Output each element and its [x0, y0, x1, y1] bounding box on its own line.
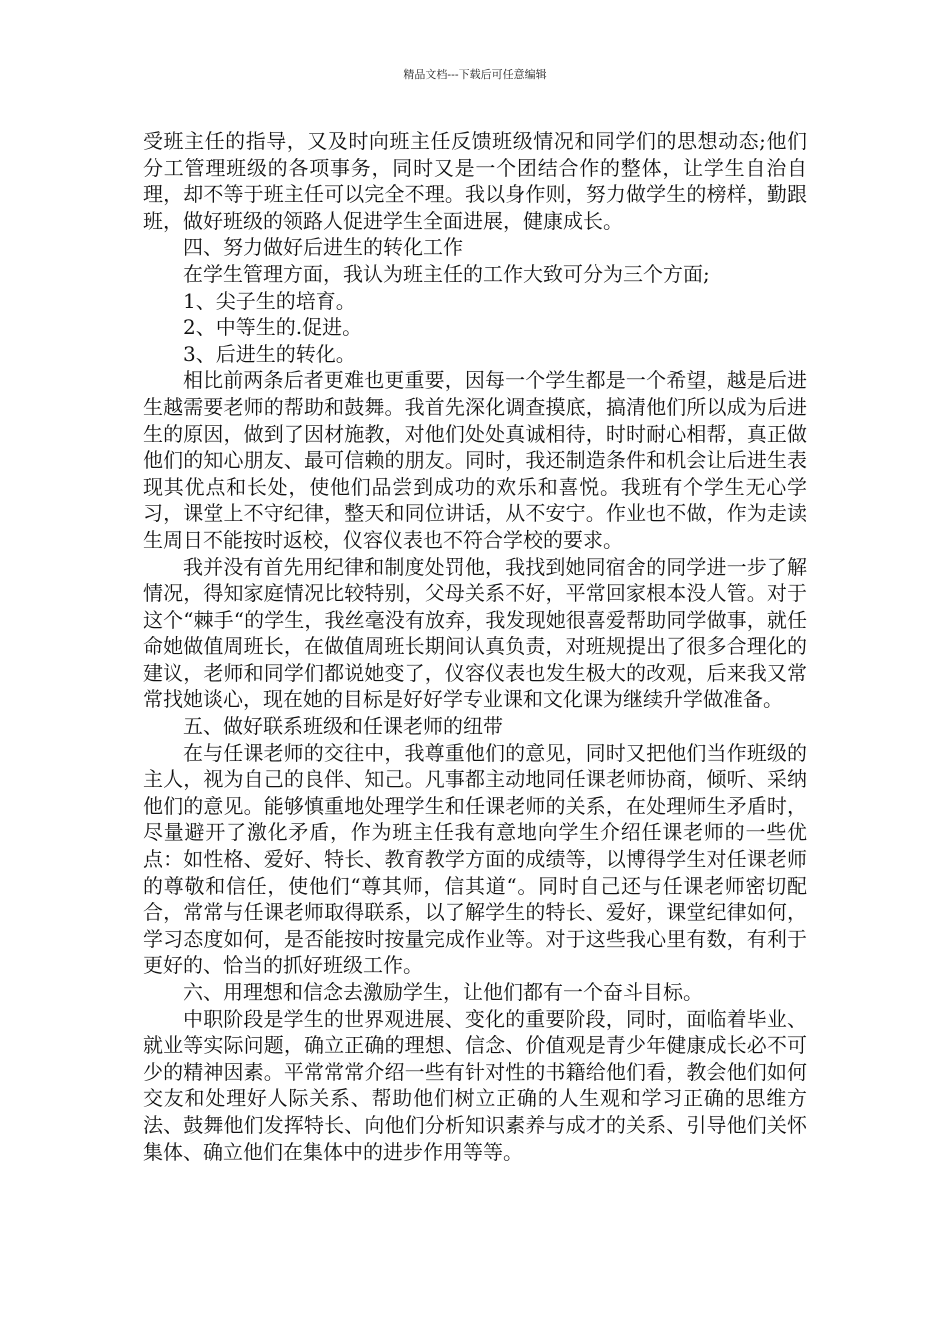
paragraph: 我并没有首先用纪律和制度处罚他，我找到她同宿舍的同学进一步了解情况，得知家庭情况比较特别，父母关系不好，平常回家根本没人管。对于这个“棘手“的学生，我丝毫没有放弃，我发现她很喜爱帮助同学做事，就任命她做值周班长，在做值周班长期间认真负责，对班规提出了很多合理化的建议，老师和同学们都说她变了，仪容仪表也发生极大的改观，后来我又常常找她谈心，现在她的目标是好好学专业课和文化课为继续升学做准备。	[143, 554, 807, 712]
list-item: 2、中等生的.促进。	[183, 315, 363, 340]
paragraph: 相比前两条后者更难也更重要，因每一个学生都是一个希望，越是后进生越需要老师的帮助和鼓舞。我首先深化调查摸底，搞清他们所以成为后进生的原因，做到了因材施教，对他们处处真诚相待，时时耐心相帮，真正做他们的知心朋友、最可信赖的朋友。同时，我还制造条件和机会让后进生表现其优点和长处，使他们品尝到成功的欢乐和喜悦。我班有个学生无心学习，课堂上不守纪律，整天和同位讲话，从不安宁。作业也不做，作为走读生周日不能按时返校，仪容仪表也不符合学校的要求。	[143, 368, 807, 552]
section-heading-5: 五、做好联系班级和任课老师的纽带	[183, 714, 503, 739]
paragraph: 在与任课老师的交往中，我尊重他们的意见，同时又把他们当作班级的主人，视为自己的良伴、知己。凡事都主动地同任课老师协商，倾听、采纳他们的意见。能够慎重地处理学生和任课老师的关系，在处理师生矛盾时，尽量避开了激化矛盾，作为班主任我有意地向学生介绍任课老师的一些优点：如性格、爱好、特长、教育教学方面的成绩等，以博得学生对任课老师的尊敬和信任，使他们“尊其师，信其道“。同时自己还与任课老师密切配合，常常与任课老师取得联系，以了解学生的特长、爱好，课堂纪律如何，学习态度如何，是否能按时按量完成作业等。对于这些我心里有数，有利于更好的、恰当的抓好班级工作。	[143, 740, 807, 978]
list-item: 3、后进生的转化。	[183, 341, 356, 366]
section-heading-6: 六、用理想和信念去激励学生，让他们都有一个奋斗目标。	[183, 980, 703, 1004]
page-header: 精品文档---下载后可任意编辑	[403, 68, 547, 81]
document-body	[143, 128, 807, 1165]
list-item: 1、尖子生的培育。	[183, 288, 356, 313]
section-heading-4: 四、努力做好后进生的转化工作	[183, 235, 463, 260]
paragraph-continuation: 受班主任的指导，又及时向班主任反馈班级情况和同学们的思想动态;他们分工管理班级的各项事务，同时又是一个团结合作的整体，让学生自治自理，却不等于班主任可以完全不理。我以身作则，努力做学生的榜样，勤跟班，做好班级的领路人促进学生全面进展，健康成长。	[143, 129, 807, 233]
paragraph: 中职阶段是学生的世界观进展、变化的重要阶段，同时，面临着毕业、就业等实际问题，确立正确的理想、信念、价值观是青少年健康成长必不可少的精神因素。平常常常介绍一些有针对性的书籍给他们看，教会他们如何交友和处理好人际关系、帮助他们树立正确的人生观和学习正确的思维方法、鼓舞他们发挥特长、向他们分析知识素养与成才的关系、引导他们关怀集体、确立他们在集体中的进步作用等等。	[143, 1006, 807, 1164]
paragraph: 在学生管理方面，我认为班主任的工作大致可分为三个方面;	[183, 261, 710, 286]
